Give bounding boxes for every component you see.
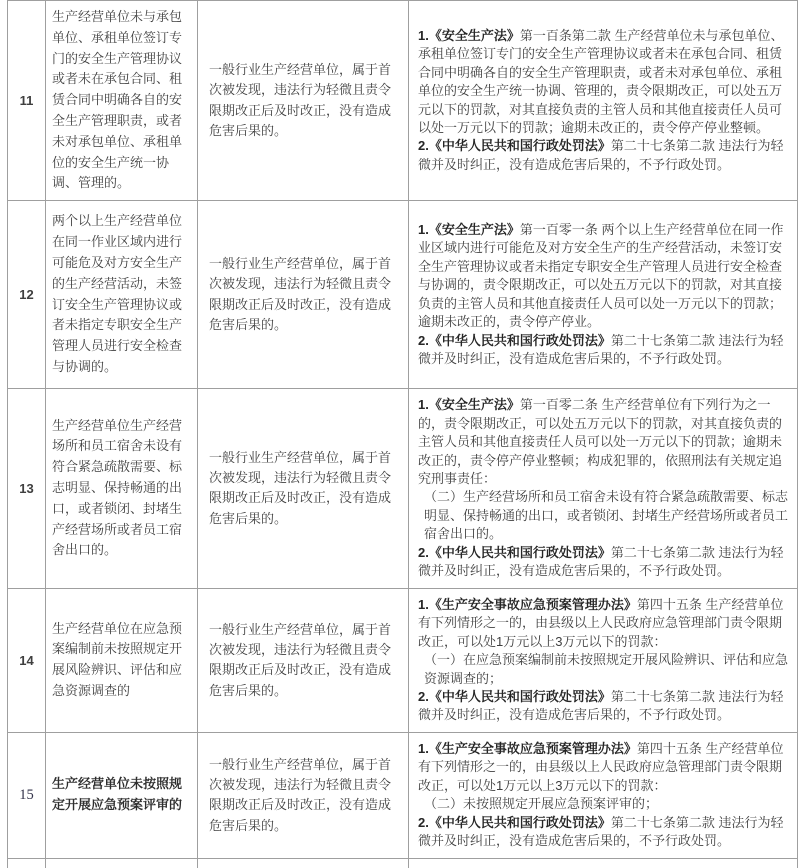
law-name-bold: 2.《中华人民共和国行政处罚法》	[418, 814, 611, 830]
penalty-discretion-table	[7, 0, 798, 868]
applicable-condition-cell: 一般行业生产经营单位，属于首次被发现，违法行为轻微且责令限期改正后及时改正，没有造成危害后果的。	[198, 201, 409, 389]
partial-cell	[8, 858, 46, 868]
applicable-condition-cell: 一般行业生产经营单位，属于首次被发现，违法行为轻微且责令限期改正后及时改正，没有造成危害后果的。	[198, 1, 409, 201]
law-clause-text: 第四十五条 生产经营单位有下列情形之一的，由县级以上人民政府应急管理部门责令限期改正，可以处1万元以上3万元以下的罚款：	[418, 596, 784, 649]
applicable-condition-cell: 一般行业生产经营单位，属于首次被发现，违法行为轻微且责令限期改正后及时改正，没有造成危害后果的。	[198, 389, 409, 589]
law-subitem-text: （二）生产经营场所和员工宿舍未设有符合紧急疏散需要、标志明显、保持畅通的出口，或者锁闭、封堵生产经营场所或者员工宿舍出口的。	[424, 489, 789, 542]
row-number-cell: 12	[8, 201, 46, 389]
law-clause-text: 第二十七条第二款 违法行为轻微并及时纠正，没有造成危害后果的，不予行政处罚。	[418, 814, 784, 849]
law-name-bold: 1.《安全生产法》	[418, 397, 520, 413]
violation-description-cell: 生产经营单位生产经营场所和员工宿舍未设有符合紧急疏散需要、标志明显、保持畅通的出口，或者锁闭、封堵生产经营场所或者员工宿舍出口的。	[46, 389, 198, 589]
row-number-cell: 14	[8, 588, 46, 732]
law-name-bold: 2.《中华人民共和国行政处罚法》	[418, 688, 611, 704]
legal-basis-cell	[409, 389, 798, 589]
table-row	[8, 201, 798, 389]
partial-cell	[46, 858, 198, 868]
law-name-bold: 1.《安全生产法》	[418, 221, 520, 237]
legal-basis-item	[418, 396, 790, 488]
law-clause-text: 第二十七条第二款 违法行为轻微并及时纠正，没有造成危害后果的，不予行政处罚。	[418, 688, 784, 723]
legal-basis-item	[418, 814, 790, 851]
violation-description-cell: 生产经营单位在应急预案编制前未按照规定开展风险辨识、评估和应急资源调查的	[46, 588, 198, 732]
row-number-cell: 11	[8, 1, 46, 201]
law-clause-text: 第一百条第二款 生产经营单位未与承包单位、承租单位签订专门的安全生产管理协议或者未在承包合同、租赁合同中明确各自的安全生产管理职责，或者未对承包单位、承租单位的安全生产统一协调、管理的，责令限期改正，可以处五万元以下的罚款，对其直接负责的主管人员和其他直接责任人员可以处一万元以下的罚款；逾期未改正的，责令停产停业整顿。	[418, 27, 784, 136]
legal-basis-cell	[409, 588, 798, 732]
violation-description-cell: 生产经营单位未按照规定开展应急预案评审的	[46, 732, 198, 858]
law-name-bold: 1.《安全生产法》	[418, 27, 520, 43]
legal-basis-cell	[409, 201, 798, 389]
row-number-cell: 13	[8, 389, 46, 589]
legal-basis-subitem	[418, 795, 790, 813]
legal-basis-item	[418, 221, 790, 332]
law-name-bold: 1.《生产安全事故应急预案管理办法》	[418, 740, 637, 756]
violation-description-cell: 生产经营单位未与承包单位、承租单位签订专门的安全生产管理协议或者未在承包合同、租赁合同中明确各自的安全生产管理职责，或者未对承包单位、承租单位的安全生产统一协调、管理的。	[46, 1, 198, 201]
legal-basis-item	[418, 688, 790, 725]
law-name-bold: 2.《中华人民共和国行政处罚法》	[418, 138, 611, 154]
applicable-condition-cell: 一般行业生产经营单位，属于首次被发现，违法行为轻微且责令限期改正后及时改正，没有造成危害后果的。	[198, 588, 409, 732]
legal-basis-subitem	[418, 488, 790, 543]
legal-basis-cell	[409, 732, 798, 858]
applicable-condition-cell: 一般行业生产经营单位，属于首次被发现，违法行为轻微且责令限期改正后及时改正，没有造成危害后果的。	[198, 732, 409, 858]
legal-basis-item	[418, 332, 790, 369]
law-clause-text: 第四十五条 生产经营单位有下列情形之一的，由县级以上人民政府应急管理部门责令限期改正，可以处1万元以上3万元以下的罚款：	[418, 740, 784, 793]
table-row	[8, 1, 798, 201]
legal-basis-item	[418, 544, 790, 581]
law-name-bold: 2.《中华人民共和国行政处罚法》	[418, 544, 611, 560]
law-subitem-text: （一）在应急预案编制前未按照规定开展风险辨识、评估和应急资源调查的；	[424, 652, 789, 686]
legal-basis-item	[418, 740, 790, 795]
partial-cell	[409, 858, 798, 868]
law-name-bold: 1.《生产安全事故应急预案管理办法》	[418, 596, 637, 612]
legal-basis-item	[418, 27, 790, 138]
law-subitem-text: （二）未按照规定开展应急预案评审的；	[424, 796, 659, 812]
legal-basis-subitem	[418, 651, 790, 688]
law-clause-text: 第一百零二条 生产经营单位有下列行为之一的，责令限期改正，可以处五万元以下的罚款，对其直接负责的主管人员和其他直接责任人员可以处一万元以下的罚款；逾期未改正的，责令停产停业整顿；构成犯罪的，依照刑法有关规定追究刑事责任：	[418, 397, 783, 486]
law-clause-text: 第二十七条第二款 违法行为轻微并及时纠正，没有造成危害后果的，不予行政处罚。	[418, 544, 784, 579]
partial-cell	[198, 858, 409, 868]
partial-next-row	[8, 858, 798, 868]
violation-description-cell: 两个以上生产经营单位在同一作业区域内进行可能危及对方安全生产的生产经营活动，未签订安全生产管理协议或者未指定专职安全生产管理人员进行安全检查与协调的。	[46, 201, 198, 389]
row-number-cell: 15	[8, 732, 46, 858]
table-row	[8, 588, 798, 732]
law-clause-text: 第二十七条第二款 违法行为轻微并及时纠正，没有造成危害后果的，不予行政处罚。	[418, 332, 784, 367]
table-row	[8, 389, 798, 589]
law-clause-text: 第一百零一条 两个以上生产经营单位在同一作业区域内进行可能危及对方安全生产的生产经营活动，未签订安全生产管理协议或者未指定专职安全生产管理人员进行安全检查与协调的，责令限期改正，可以处五万元以下的罚款，对其直接负责的主管人员和其他直接责任人员可以处一万元以下的罚款；逾期未改正的，责令停产停业。	[418, 221, 784, 330]
law-clause-text: 第二十七条第二款 违法行为轻微并及时纠正，没有造成危害后果的，不予行政处罚。	[418, 138, 784, 172]
legal-basis-item	[418, 596, 790, 651]
legal-basis-cell	[409, 1, 798, 201]
table-row	[8, 732, 798, 858]
legal-basis-item	[418, 137, 790, 174]
law-name-bold: 2.《中华人民共和国行政处罚法》	[418, 332, 611, 348]
